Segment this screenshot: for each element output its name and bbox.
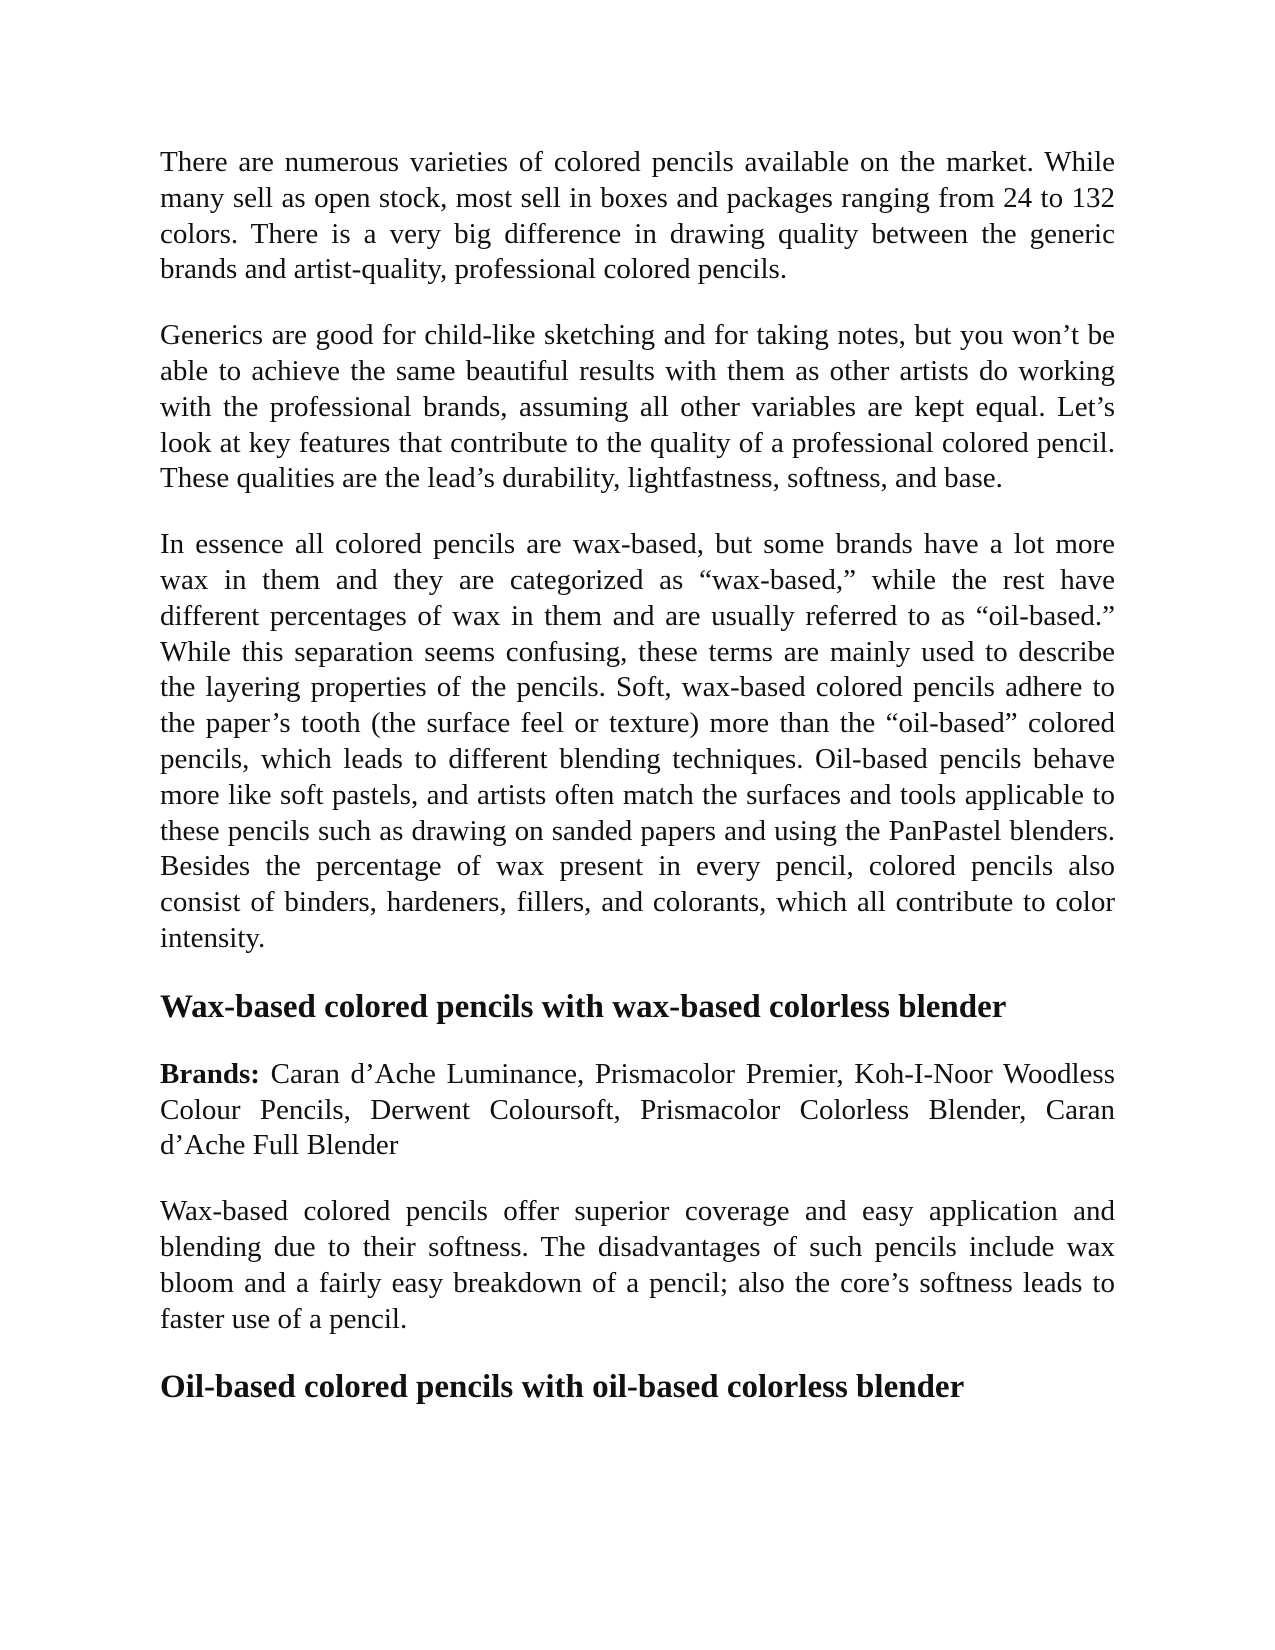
brands-label: Brands: bbox=[160, 1057, 260, 1090]
paragraph-wax-based-body: Wax-based colored pencils offer superior coverage and easy application and blending due to their softness. The disadvantages of such pencils include wax bloom and a fairly easy breakdown of a pencil; also the core’s softness leads to faster use of a pencil. bbox=[160, 1195, 1115, 1335]
paragraph-pencil-varieties: There are numerous varieties of colored pencils available on the market. While many sell as open stock, most sell in boxes and packages ranging from 24 to 132 colors. There is a very big difference in drawing quality between the generic brands and artist-quality, professional colored pencils. bbox=[160, 146, 1115, 286]
document-page bbox=[160, 145, 1115, 1437]
paragraph-wax-brands bbox=[160, 1057, 1115, 1164]
paragraph-wax-oil-based: In essence all colored pencils are wax-based, but some brands have a lot more wax in them and they are categorized as “wax-based,” while the rest have different percentages of wax in them and are usually referred to as “oil-based.” While this separation seems confusing, these terms are mainly used to describe the layering properties of the pencils. Soft, wax-based colored pencils adhere to the paper’s tooth (the surface feel or texture) more than the “oil-based” colored pencils, which leads to different blending techniques. Oil-based pencils behave more like soft pastels, and artists often match the surfaces and tools applicable to these pencils such as drawing on sanded papers and using the PanPastel blenders. Besides the percentage of wax present in every pencil, colored pencils also consist of binders, hardeners, fillers, and colorants, which all contribute to color intensity. bbox=[160, 528, 1115, 954]
heading-wax-based: Wax-based colored pencils with wax-based colorless blender bbox=[160, 988, 1007, 1025]
paragraph-generics: Generics are good for child-like sketching and for taking notes, but you won’t be able to achieve the same beautiful results with them as other artists do working with the professional brands, assuming all other variables are kept equal. Let’s look at key features that contribute to the quality of a professional colored pencil. These qualities are the lead’s durability, lightfastness, softness, and base. bbox=[160, 319, 1115, 495]
heading-oil-based: Oil-based colored pencils with oil-based colorless blender bbox=[160, 1369, 965, 1406]
brands-list: Caran d’Ache Luminance, Prismacolor Premier, Koh-I-Noor Woodless Colour Pencils, Derwent Coloursoft, Prismacolor Colorless Blender, Caran d’Ache Full Blender bbox=[160, 1057, 1115, 1162]
